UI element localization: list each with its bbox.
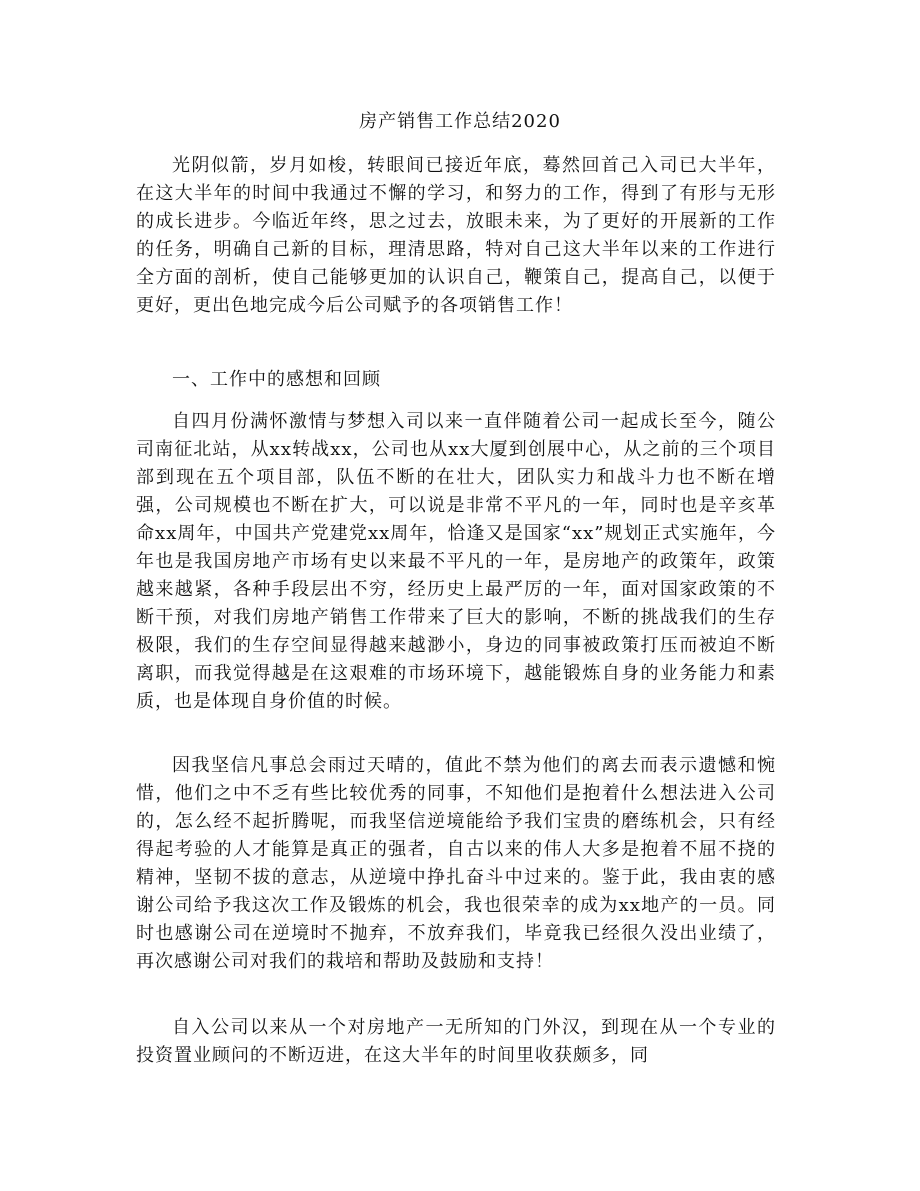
intro-paragraph: 光阴似箭，岁月如梭，转眼间已接近年底，蓦然回首己入司已大半年，在这大半年的时间中我通过不懈的学习，和努力的工作，得到了有形与无形的成长进步。今临近年终，思之过去，放眼未来，为了更好的开展新的工作的任务，明确自己新的目标，理清思路，特对自己这大半年以来的工作进行全方面的剖析，使自己能够更加的认识自己，鞭策自己，提高自己，以便于更好，更出色地完成今后公司赋予的各项销售工作！ xyxy=(136,155,776,316)
body-paragraph: 自入公司以来从一个对房地产一无所知的门外汉，到现在从一个专业的投资置业顾问的不断迈进，在这大半年的时间里收获颇多，同 xyxy=(136,1017,776,1066)
body-paragraph: 自四月份满怀激情与梦想入司以来一直伴随着公司一起成长至今，随公司南征北站，从xx转战xx，公司也从xx大厦到创展中心，从之前的三个项目部到现在五个项目部，队伍不断的在壮大，团队实力和战斗力也不断在增强，公司规模也不断在扩大，可以说是非常不平凡的一年，同时也是辛亥革命xx周年，中国共产党建党xx周年，恰逢又是国家“xx”规划正式实施年，今年也是我国房地产市场有史以来最不平凡的一年，是房地产的政策年，政策越来越紧，各种手段层出不穷，经历史上最严厉的一年，面对国家政策的不断干预，对我们房地产销售工作带来了巨大的影响，不断的挑战我们的生存极限，我们的生存空间显得越来越渺小，身边的同事被政策打压而被迫不断离职，而我觉得越是在这艰难的市场环境下，越能锻炼自身的业务能力和素质，也是体现自身价值的时候。 xyxy=(136,411,776,712)
section-heading: 一、工作中的感想和回顾 xyxy=(172,369,381,390)
document-title: 房产销售工作总结2020 xyxy=(359,111,561,132)
body-paragraph: 因我坚信凡事总会雨过天晴的，值此不禁为他们的离去而表示遗憾和惋惜，他们之中不乏有些比较优秀的同事，不知他们是抱着什么想法进入公司的，怎么经不起折腾呢，而我坚信逆境能给予我们宝贵的磨练机会，只有经得起考验的人才能算是真正的强者，自古以来的伟人大多是抱着不屈不挠的精神，坚韧不拔的意志，从逆境中挣扎奋斗中过来的。鉴于此，我由衷的感谢公司给予我这次工作及锻炼的机会，我也很荣幸的成为xx地产的一员。同时也感谢公司在逆境时不抛弃，不放弃我们，毕竟我已经很久没出业绩了，再次感谢公司对我们的栽培和帮助及鼓励和支持！ xyxy=(136,755,776,972)
